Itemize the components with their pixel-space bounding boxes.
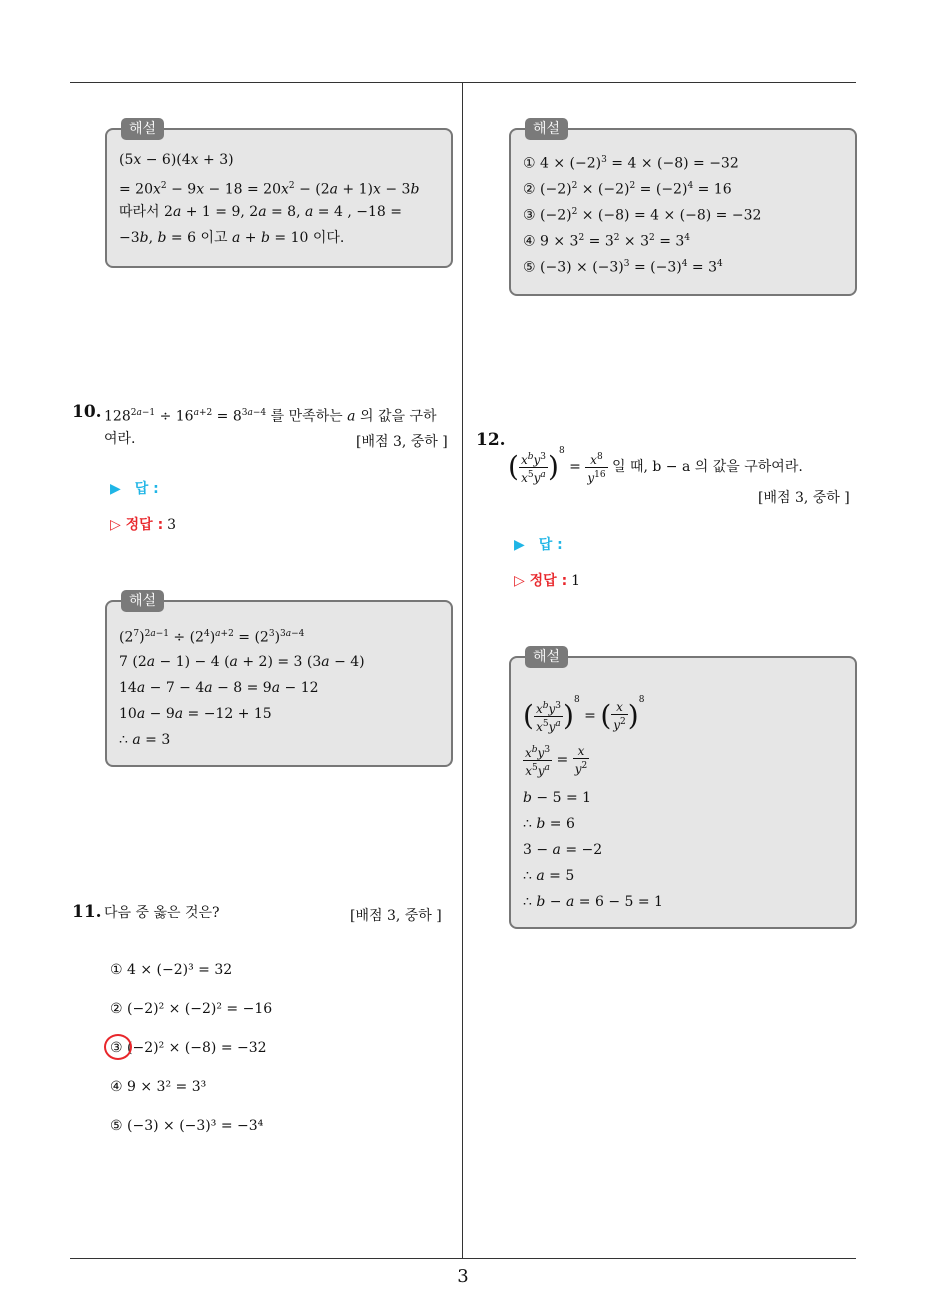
solution-line: ∴ a = 5 [523,868,575,884]
play-arrow-icon: ▶ [110,481,121,497]
solution-line: ③ $(-2)^2 \times (-8) = 4 \times (-8) = -32$ [523,207,762,224]
solution-line: −3b, b = 6 이고 a + b = 10 이다. [119,230,345,246]
question-text: $128^{2a-1} \div 16^{a+2} = 8^{3a-4}$ 를 만족하는 a 의 값을 구하 [104,408,437,425]
bottom-rule [70,1258,856,1259]
solution-line: ∴ b = 6 [523,816,575,832]
solution-line: (5x − 6)(4x + 3) [119,152,234,168]
correct-answer-value: 1 [571,573,581,589]
page-number: 3 [457,1266,469,1287]
choice-2[interactable]: ② (−2)² × (−2)² = −16 [110,1001,273,1017]
solution-line: $\frac{x^by^3}{x^5y^a}$ = $\frac{x}{y^2}$ [525,744,588,778]
solution-line: 10a − 9a = −12 + 15 [119,706,272,722]
solution-line: = $20x^2 - 9x - 18 = 20x^2 - (2a + 1)x - 3b$ [119,181,420,198]
solution-line: ② $(-2)^2 \times (-2)^2 = (-2)^4 = 16$ [523,181,732,198]
column-divider [462,83,463,1259]
question-text: 일 때, b − a 의 값을 구하여라. [612,459,803,475]
correct-answer-value: 3 [167,517,177,533]
solution-line: ( $\frac{x^by^3}{x^5y^a}$ )$^8$ = ( $\frac{x}{y^2}$ )$^8$ [523,695,645,734]
choice-1[interactable]: ① 4 × (−2)³ = 32 [110,962,233,978]
question-points: [배점 3, 중하 ] [758,490,850,506]
solution-line: 따라서 2a + 1 = 9, 2a = 8, a = 4 , −18 = [119,204,402,220]
answer-label: ▶ 답 : [514,537,563,553]
selected-choice-circle [104,1034,132,1060]
answer-label: ▶ 답 : [110,481,159,497]
question-formula: ( $\frac{x^by^3}{x^5y^a}$ )$^8$ = $\frac{x^8}{y^{16}}$ 일 때, b − a 의 값을 구하여라. [508,446,803,485]
solution-line: 14a − 7 − 4a − 8 = 9a − 12 [119,680,319,696]
correct-answer: ▷ 정답 : 1 [514,573,581,589]
solution-tag: 해설 [121,590,164,612]
question-number: 10. [72,402,102,422]
solution-box-q9 [105,121,453,268]
solution-line: 7 (2a − 1) − 4 (a + 2) = 3 (3a − 4) [119,654,365,670]
solution-box-q11 [509,121,857,296]
solution-box-q12 [509,649,857,929]
question-points: [배점 3, 중하 ] [356,434,448,450]
solution-line: ① $4 \times (-2)^3 = 4 \times (-8) = -32$ [523,155,739,172]
solution-line: $(2^7)^{2a-1} \div (2^4)^{a+2} = (2^3)^{3a-4}$ [119,629,305,646]
question-points: [배점 3, 중하 ] [350,908,442,924]
choice-3[interactable]: ③ (−2)² × (−8) = −32 [110,1040,267,1056]
question-text-line2: 여라. [104,431,136,447]
choice-4[interactable]: ④ 9 × 3² = 3³ [110,1079,207,1095]
solution-tag: 해설 [121,118,164,140]
question-text: 다음 중 옳은 것은? [104,905,220,921]
solution-box-q10 [105,593,453,767]
solution-line: ∴ b − a = 6 − 5 = 1 [523,894,663,910]
question-number: 11. [72,902,102,922]
choice-5[interactable]: ⑤ (−3) × (−3)³ = −3⁴ [110,1118,264,1134]
solution-line: ④ $9 \times 3^2 = 3^2 \times 3^2 = 3^4$ [523,233,691,250]
solution-line: ∴ a = 3 [119,732,171,748]
question-number: 12. [476,430,506,450]
play-arrow-icon: ▶ [514,537,525,553]
solution-line: b − 5 = 1 [523,790,592,806]
solution-tag: 해설 [525,118,568,140]
top-rule [70,82,856,83]
solution-line: 3 − a = −2 [523,842,603,858]
solution-line: ⑤ $(-3) \times (-3)^3 = (-3)^4 = 3^4$ [523,259,723,276]
correct-answer: ▷ 정답 : 3 [110,517,177,533]
solution-tag: 해설 [525,646,568,668]
